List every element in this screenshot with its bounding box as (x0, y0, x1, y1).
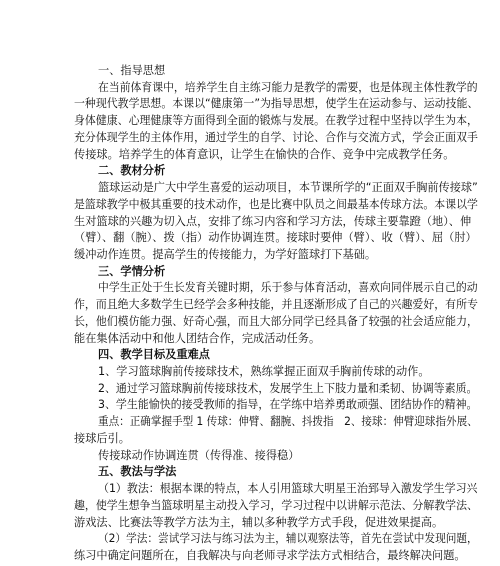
paragraph-line: 在当前体育课中，培养学生自主练习能力是教学的需要，也是体现主体性教学的 (98, 80, 478, 94)
section-heading-methods: 五、教法与学法 (98, 465, 177, 479)
section-heading-objectives: 四、教学目标及重难点 (98, 348, 210, 362)
objective-item: 1、学习篮球胸前传接球技术，熟练掌握正面双手胸前传球的动作。 (98, 365, 430, 379)
section-heading-textbook-analysis: 二、教材分析 (98, 164, 166, 178)
paragraph-line: 一种现代教学思想。本课以“健康第一”为指导思想，使学生在运动参与、运动技能、 (74, 97, 479, 111)
paragraph-line: （2）学法：尝试学习法与练习法为主，辅以观察法等，首先在尝试中发现问题， (98, 532, 478, 546)
paragraph-line: 篮球运动是广大中学生喜爱的运动项目，本节课所学的“正面双手胸前传接球” (98, 181, 478, 195)
paragraph-line: 游戏法、比赛法等教学方法为主，辅以多种教学方式手段，促进效果提高。 (74, 515, 444, 529)
section-heading-guiding-ideology: 一、指导思想 (98, 64, 166, 77)
paragraph-line: 能在集体活动中和他人团结合作，完成活动任务。 (74, 331, 321, 345)
key-points-line: 重点：正确掌握手型 1 传球：伸臂、翻腕、抖拨指 2、接球：伸臂迎球指外展、 (98, 415, 478, 429)
paragraph-line: 练习中确定问题所在，自我解决与向老师寻求学法方式相结合，最终解决问题。 (74, 549, 466, 562)
paragraph-line: （臂）、翻（腕）、拨（指）动作协调连贯。接球时要伸（臂）、收（臂）、屈（肘） (74, 231, 477, 245)
section-heading-learner-analysis: 三、学情分析 (98, 264, 166, 278)
objective-item: 3、学生能愉快的接受教师的指导，在学练中培养勇敢顽强、团结协作的精神。 (98, 398, 478, 412)
paragraph-line: 是篮球教学中极其重要的技术动作，也是比赛中队员之间最基本传球方法。本课以学 (74, 197, 478, 211)
objective-item: 2、通过学习篮球胸前传接球技术，发展学生上下肢力量和柔韧、协调等素质。 (98, 381, 478, 395)
paragraph-line: 缓冲动作连贯。提高学生的传接能力，为学好篮球打下基础。 (74, 247, 377, 261)
paragraph-line: 生对篮球的兴趣为切入点，安排了练习内容和学习方法，传球主要靠蹬（地）、伸 (74, 214, 472, 228)
paragraph-line: 趣，使学生想争当篮球明星主动投入学习，学习过程中以讲解示范法、分解教学法、 (74, 498, 478, 512)
paragraph-line: （1）教法：根据本课的特点，本人引用篮球大明星王治郅导入激发学生学习兴 (98, 482, 478, 496)
paragraph-line: 身体健康、心理健康等方面得到全面的锻炼与发展。在教学过程中坚持以学生为本， (74, 114, 478, 128)
key-points-line: 接球后引。 (74, 431, 130, 445)
paragraph-line: 作，而且绝大多数学生已经学会多种技能，并且逐渐形成了自己的兴趣爱好，有所专 (74, 298, 478, 312)
paragraph-line: 中学生正处于生长发育关键时期，乐于参与体育活动，喜欢向同伴展示自己的动 (98, 281, 478, 295)
paragraph-line: 长，他们模仿能力强、好奇心强，而且大部分同学已经具备了较强的社会适应能力， (74, 314, 478, 328)
paragraph-line: 充分体现学生的主体作用，通过学生的自学、讨论、合作与交流方式，学会正面双手 (74, 130, 478, 144)
difficulty-line: 传接球动作协调连贯（传得准、接得稳） (98, 448, 300, 462)
paragraph-line: 传接球。培养学生的体育意识，让学生在愉快的合作、竞争中完成教学任务。 (74, 147, 455, 161)
